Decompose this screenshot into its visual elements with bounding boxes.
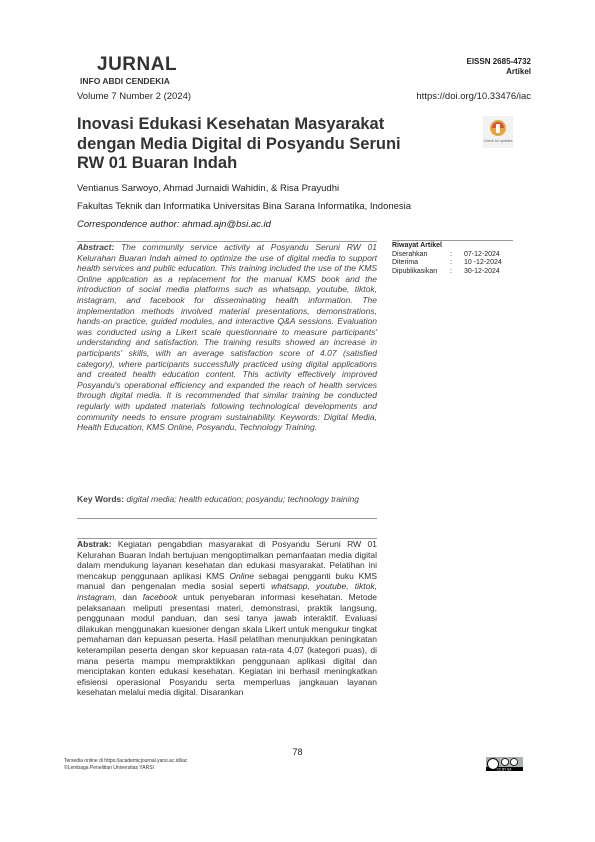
keywords [77,494,377,505]
keywords-text: digital media; health education; posyandu; technology training [126,494,359,504]
abstract-english [77,241,377,433]
abstrak-text: Kegiatan pengabdian masyarakat di Posyandu Seruni RW 01 Kelurahan Buaran Indah bertujuan mengoptimalkan pemanfaatan media digital dalam mendukung layanan kesehatan dan edukasi masyarakat. Pelatihan ini mencakup penggunaan aplikasi KMS [77,539,377,581]
history-date: 30-12-2024 [464,267,500,275]
history-date: 10 -12-2024 [464,259,502,266]
abstrak-indonesian [77,538,377,698]
history-label: Diterima [392,259,419,266]
badge-text: Check for updates [483,139,513,143]
volume-info: Volume 7 Number 2 (2024) [77,91,192,102]
cc-license-icon[interactable] [486,757,523,771]
abstrak-italic: Online [229,570,254,581]
footer-info [64,758,187,771]
author-list: Ventianus Sarwoyo, Ahmad Jurnaidi Wahidin, & Risa Prayudhi [77,183,340,194]
abstract-label: Abstract: [77,242,115,252]
history-row [392,251,513,260]
issn-block [467,57,532,77]
eissn: EISSN 2685-4732 [466,57,531,66]
check-for-updates-badge[interactable] [483,116,513,148]
abstrak-text: sebagai pengganti buku KMS manual dan pengenalan media sosial seperti [77,570,377,592]
keywords-divider [77,518,377,519]
journal-logo-name: JURNAL [97,54,178,75]
history-row [392,259,513,268]
correspondence: Correspondence author: ahmad.ajn@bsi.ac.id [77,219,271,230]
abstrak-text: dan [116,591,143,602]
keywords-label: Key Words: [77,494,125,504]
history-sep: : [450,267,452,275]
article-history [392,240,513,276]
article-type: Artikel [506,67,531,76]
history-heading: Riwayat Artikel [392,242,442,249]
page-number: 78 [292,747,303,757]
history-label: Diserahkan [392,250,428,258]
article-title: Inovasi Edukasi Kesehatan Masyarakat dengan Media Digital di Posyandu Seruni RW 01 Buaran Indah [77,115,401,172]
abstrak-text: untuk penyebaran informasi kesehatan. Metode pelaksanaan meliputi presentasi materi, demonstrasi, praktik langsung, penggunaan modul panduan, dan sesi tanya jawab interaktif. Evaluasi dilakukan menggunakan kuesioner dengan skala Likert untuk mengukur tingkat pemahaman dan kepuasan peserta. Hasil pelatihan menunjukkan peningkatan keterampilan peserta dengan skor kepuasan rata-rata 4,07 (kategori puas), di mana peserta mampu mempraktikkan penggunaan aplikasi digital dan menciptakan konten edukasi kesehatan. Kegiatan ini berhasil meningkatkan efisiensi operasional Posyandu serta memperluas jangkauan layanan kesehatan melalui media digital. Disarankan [77,591,378,698]
doi-link[interactable]: https://doi.org/10.33476/iac [416,91,531,102]
abstrak-italic: facebook [142,591,178,602]
journal-logo-subname: INFO ABDI CENDEKIA [80,76,170,86]
abstrak-label: Abstrak: [77,539,112,549]
history-date: 07-12-2024 [464,250,500,258]
history-sep: : [450,259,452,266]
history-row [392,268,513,277]
check-for-updates-icon [483,116,513,148]
cc-by-sa-icon [486,757,523,771]
cc-license-text: CC BY SA [496,767,512,771]
history-label: Dipublikasikan [392,267,438,275]
history-table [392,251,513,277]
abstrak-italic: whatsapp, youtube, tiktok, instagram, [77,581,378,602]
affiliation: Fakultas Teknik dan Informatika Universitas Bina Sarana Informatika, Indonesia [77,201,412,212]
footer-availability: Tersedia online di https://academicjournal.yarsi.ac.id/iac [64,758,188,764]
footer-copyright: ©Lembaga Penelitian Universitas YARSI [64,764,154,771]
abstract-text: The community service activity at Posyandu Seruni RW 01 Kelurahan Buaran Indah aimed to optimize the use of digital media to support health services and public education. This training included the use of the KMS Online application as a replacement for the manual KMS book and the introduction of social media platforms such as whatsapp, youtube, tiktok, instagram, and facebook for disseminating health information. The implementation methods involved material presentations, demonstrations, hands-on practice, guided modules, and interactive Q&A sessions. Evaluation was conducted using a Likert scale questionnaire to measure participants' understanding and satisfaction. The training results showed an increase in participants' skills, with an average satisfaction score of 4.07 (satisfied category), where participants successfully practiced using digital applications and created health education content. This activity effectively improved Posyandu's operational efficiency and expanded the reach of health services through digital media. It is recommended that similar training be conducted regularly with updated materials following technological developments and community needs to ensure program sustainability. Keywords: Digital Media, Health Education, KMS Online, Posyandu, Technology Training. [77,242,377,433]
history-sep: : [450,250,452,258]
